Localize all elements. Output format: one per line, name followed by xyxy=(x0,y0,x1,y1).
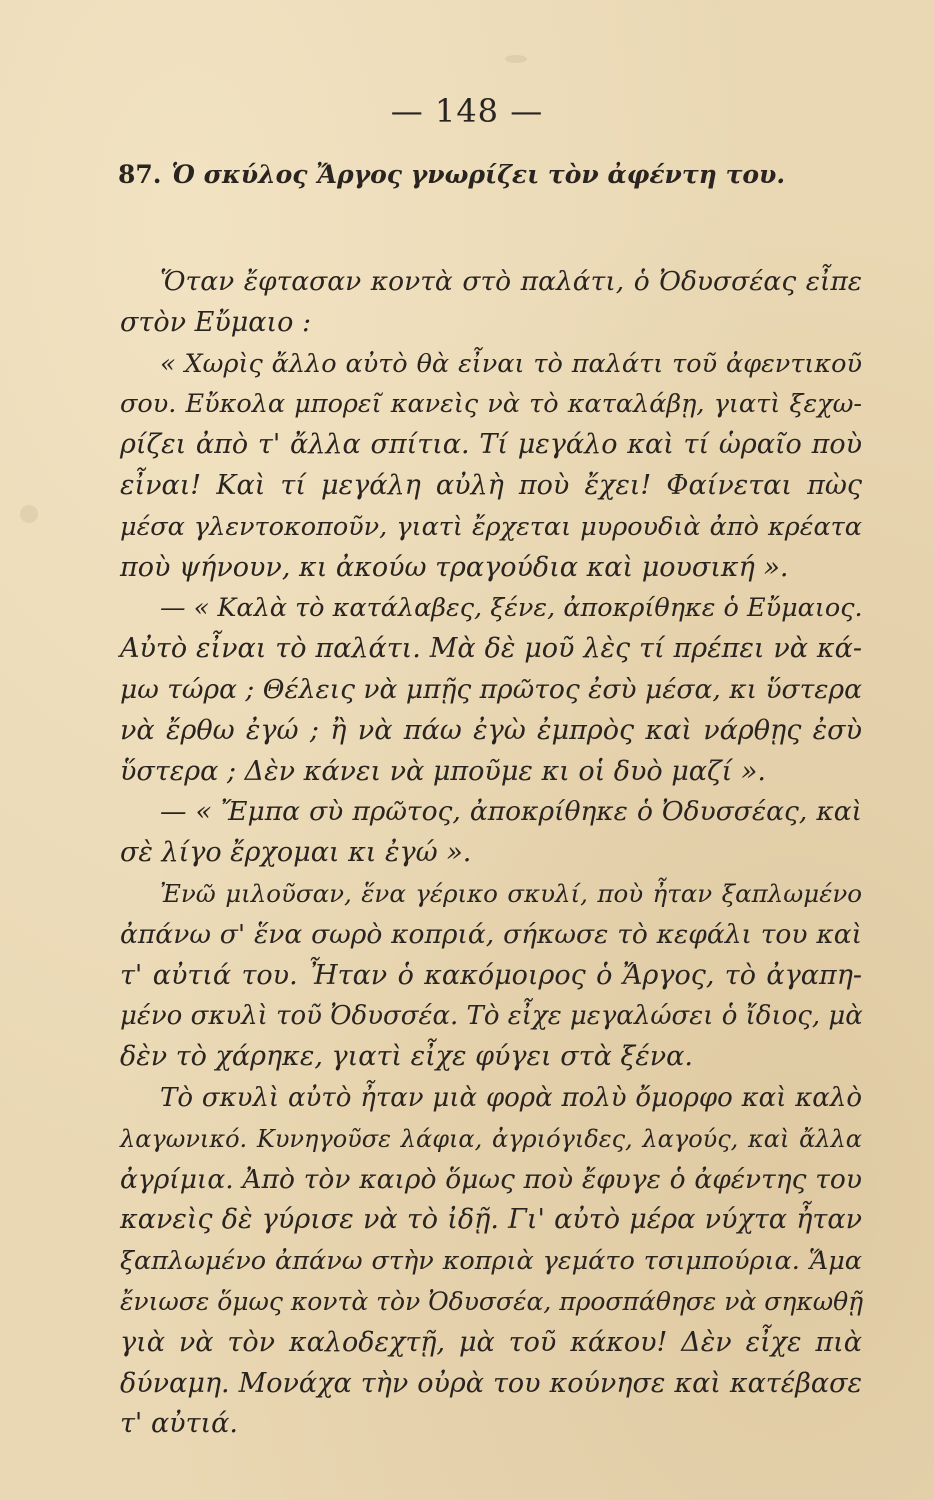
text-line: τ' αὐτιά. xyxy=(120,1408,238,1440)
text-line: « Χωρὶς ἄλλο αὐτὸ θὰ εἶναι τὸ παλάτι τοῦ ἀφεντικοῦ xyxy=(160,348,862,379)
text-line: στὸν Εὔμαιο : xyxy=(120,306,312,338)
text-line: μω τώρα ; Θέλεις νὰ μπῇς πρῶτος ἐσὺ μέσα, κι ὕστερα xyxy=(120,673,862,705)
paper-stain xyxy=(20,505,38,523)
body-text xyxy=(120,262,862,1445)
text-line: νὰ ἔρθω ἐγώ ; ἢ νὰ πάω ἐγὼ ἐμπρὸς καὶ νάρθῃς ἐσὺ xyxy=(120,714,862,746)
text-line: Ὅταν ἔφτασαν κοντὰ στὸ παλάτι, ὁ Ὀδυσσέας εἶπε xyxy=(160,266,862,297)
text-line: Τὸ σκυλὶ αὐτὸ ἦταν μιὰ φορὰ πολὺ ὄμορφο καὶ καλὸ xyxy=(160,1082,862,1113)
text-line: εἶναι! Καὶ τί μεγάλη αὐλὴ ποὺ ἔχει! Φαίνεται πὼς xyxy=(120,469,862,501)
text-line: ξαπλωμένο ἀπάνω στὴν κοπριὰ γεμάτο τσιμπούρια. Ἅμα xyxy=(120,1246,862,1277)
text-line: μέσα γλεντοκοποῦν, γιατὶ ἔρχεται μυρουδιὰ ἀπὸ κρέατα xyxy=(120,511,862,542)
section-title: Ὁ σκύλος Ἄργος γνωρίζει τὸν ἀφέντη του. xyxy=(171,160,786,189)
text-line: ἔνιωσε ὅμως κοντὰ τὸν Ὀδυσσέα, προσπάθησε νὰ σηκωθῇ xyxy=(120,1286,864,1316)
text-line: ρίζει ἀπὸ τ' ἄλλα σπίτια. Τί μεγάλο καὶ τί ὡραῖο ποὺ xyxy=(120,429,862,461)
text-line: — « Ἔμπα σὺ πρῶτος, ἀποκρίθηκε ὁ Ὀδυσσέας, καὶ xyxy=(160,796,862,828)
text-line: σὲ λίγο ἔρχομαι κι ἐγώ ». xyxy=(120,837,472,869)
text-line: κανεὶς δὲ γύρισε νὰ τὸ ἰδῇ. Γι' αὐτὸ μέρα νύχτα ἦταν xyxy=(120,1204,862,1236)
text-line: ὕστερα ; Δὲν κάνει νὰ μποῦμε κι οἱ δυὸ μαζί ». xyxy=(120,755,766,787)
text-line: γιὰ νὰ τὸν καλοδεχτῇ, μὰ τοῦ κάκου! Δὲν εἶχε πιὰ xyxy=(120,1326,862,1358)
text-line: Αὐτὸ εἶναι τὸ παλάτι. Μὰ δὲ μοῦ λὲς τί πρέπει νὰ κά- xyxy=(120,633,862,665)
text-line: δὲν τὸ χάρηκε, γιατὶ εἶχε φύγει στὰ ξένα. xyxy=(120,1041,693,1073)
paper-stain xyxy=(505,55,527,63)
section-heading xyxy=(118,160,838,189)
text-line: λαγωνικό. Κυνηγοῦσε λάφια, ἀγριόγιδες, λαγούς, καὶ ἄλλα xyxy=(120,1124,862,1153)
text-line: ποὺ ψήνουν, κι ἀκούω τραγούδια καὶ μουσική ». xyxy=(120,551,789,583)
text-line: — « Καλὰ τὸ κατάλαβες, ξένε, ἀποκρίθηκε ὁ Εὔμαιος. xyxy=(160,593,863,624)
page-number: — 148 — xyxy=(390,92,544,130)
text-line: ἀγρίμια. Ἀπὸ τὸν καιρὸ ὅμως ποὺ ἔφυγε ὁ ἀφέντης του xyxy=(120,1163,862,1195)
text-line: δύναμη. Μονάχα τὴν οὐρὰ του κούνησε καὶ κατέβασε xyxy=(120,1367,862,1399)
section-number: 87. xyxy=(118,160,162,189)
text-line: τ' αὐτιά του. Ἦταν ὁ κακόμοιρος ὁ Ἄργος, τὸ ἀγαπη- xyxy=(120,959,862,991)
text-line: σου. Εὔκολα μπορεῖ κανεὶς νὰ τὸ καταλάβῃ, γιατὶ ξεχω- xyxy=(120,389,862,420)
text-line: ἀπάνω σ' ἕνα σωρὸ κοπριά, σήκωσε τὸ κεφάλι του καὶ xyxy=(120,918,862,950)
text-line: μένο σκυλὶ τοῦ Ὀδυσσέα. Τὸ εἶχε μεγαλώσει ὁ ἴδιος, μὰ xyxy=(120,1001,863,1032)
text-line: Ἐνῶ μιλοῦσαν, ἕνα γέρικο σκυλί, ποὺ ἦταν ξαπλωμένο xyxy=(160,878,862,908)
